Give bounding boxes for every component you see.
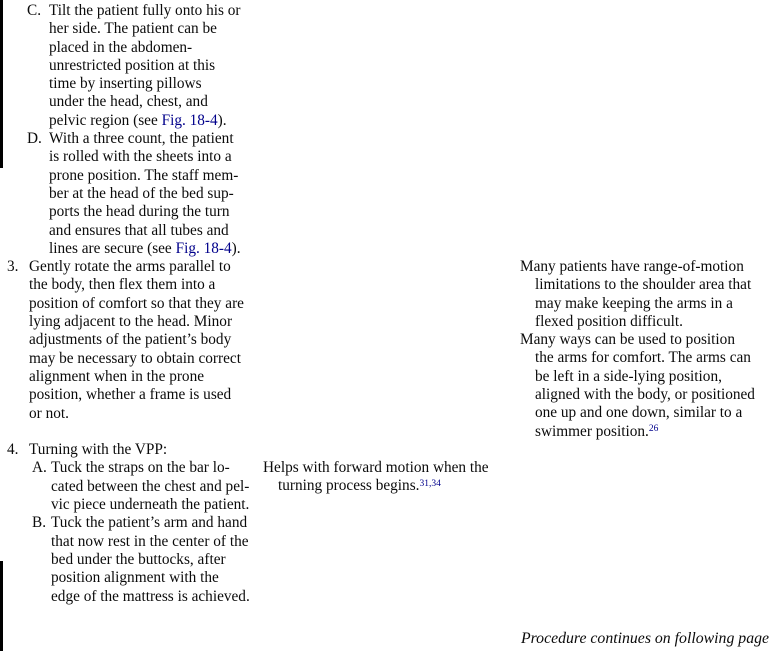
text-line: bed under the buttocks, after — [51, 550, 226, 568]
step-item-c — [27, 2, 263, 130]
step-label-4b: B. — [32, 514, 47, 532]
text-line: the body, then flex them into a — [29, 276, 216, 294]
text-line — [49, 112, 263, 130]
step-label-4: 4. — [7, 441, 19, 459]
text-segment: lines are secure (see — [49, 239, 176, 257]
text-line: Helps with forward motion when the — [263, 459, 489, 476]
text-segment: turning process begins. — [278, 477, 420, 495]
step-label-c: C. — [27, 2, 42, 19]
text-line: position of comfort so that they are — [29, 294, 244, 312]
text-line: position, whether a frame is used — [29, 386, 232, 404]
considerations-column — [520, 258, 771, 443]
text-line: Tuck the straps on the bar lo- — [51, 459, 230, 477]
considerations-paragraph-2 — [520, 331, 771, 443]
text-line: Tuck the patient’s arm and hand — [51, 514, 248, 532]
text-line: lying adjacent to the head. Minor — [29, 313, 233, 331]
text-line: aligned with the body, or positioned — [535, 386, 755, 404]
steps-column — [7, 2, 263, 606]
text-line: Turning with the VPP: — [29, 441, 168, 459]
left-border-rule-top — [0, 0, 3, 168]
reference-superscript[interactable]: 31,34 — [419, 478, 441, 489]
considerations-paragraph-1 — [520, 258, 771, 331]
text-segment: pelvic region (see — [49, 111, 162, 129]
step-item-4a — [32, 459, 263, 514]
text-line: alignment when in the prone — [29, 367, 205, 385]
text-line: and ensures that all tubes and — [49, 221, 229, 239]
step-label-3: 3. — [7, 258, 19, 276]
text-line: unrestricted position at this — [49, 56, 216, 74]
text-line: be left in a side-lying position, — [535, 367, 722, 385]
text-line: time by inserting pillows — [49, 75, 202, 93]
step-label-4a: A. — [32, 459, 47, 477]
text-line: ports the head during the turn — [49, 203, 230, 221]
text-line: cated between the chest and pel- — [51, 477, 250, 495]
text-segment: ). — [231, 239, 241, 257]
figure-link[interactable]: Fig. 18-4 — [175, 239, 232, 257]
text-line: her side. The patient can be — [49, 20, 217, 38]
figure-link[interactable]: Fig. 18-4 — [161, 111, 218, 129]
text-line: is rolled with the sheets into a — [49, 148, 232, 166]
text-line: may make keeping the arms in a — [535, 294, 733, 312]
text-line — [263, 477, 515, 497]
step-item-d — [27, 130, 263, 258]
text-line: Many patients have range-of-motion — [520, 258, 744, 275]
text-line: or not. — [29, 404, 69, 422]
step-text-4a — [51, 459, 263, 514]
rationale-column — [263, 459, 515, 498]
text-line: Many ways can be used to position — [520, 331, 735, 349]
step-text-4b — [51, 514, 263, 605]
text-line — [49, 240, 263, 258]
step-text-d — [49, 130, 263, 258]
step-item-4b — [32, 514, 263, 605]
text-segment: swimmer position. — [535, 422, 649, 440]
text-line: placed in the abdomen- — [49, 38, 193, 56]
text-line: limitations to the shoulder area that — [535, 276, 752, 294]
left-border-rule-bottom — [0, 561, 3, 651]
reference-superscript[interactable]: 26 — [648, 424, 659, 435]
text-line: position alignment with the — [51, 569, 219, 587]
step-4-heading-row — [7, 441, 263, 459]
text-line: Tilt the patient fully onto his or — [49, 2, 241, 19]
text-line: With a three count, the patient — [49, 130, 234, 148]
step-label-d: D. — [27, 130, 42, 148]
text-line: Gently rotate the arms parallel to — [29, 258, 231, 276]
step-item-3 — [7, 258, 263, 423]
step-text-3 — [29, 258, 263, 423]
text-line: vic piece underneath the patient. — [51, 496, 250, 514]
footer-continuation-note: Procedure continues on following page — [520, 630, 769, 647]
text-line: the arms for comfort. The arms can — [535, 349, 751, 367]
text-segment: ). — [217, 111, 227, 129]
step-text-c — [49, 2, 263, 130]
text-line: edge of the mattress is achieved. — [51, 587, 250, 605]
text-line: ber at the head of the bed sup- — [49, 184, 234, 202]
text-line: flexed position difficult. — [535, 312, 683, 330]
text-line: prone position. The staff mem- — [49, 166, 239, 184]
text-line — [520, 423, 771, 443]
step-item-4 — [7, 441, 263, 606]
text-line: that now rest in the center of the — [51, 532, 249, 550]
text-line: one up and one down, similar to a — [535, 404, 743, 422]
text-line: under the head, chest, and — [49, 93, 208, 111]
text-line: adjustments of the patient’s body — [29, 331, 232, 349]
text-line: may be necessary to obtain correct — [29, 349, 241, 367]
